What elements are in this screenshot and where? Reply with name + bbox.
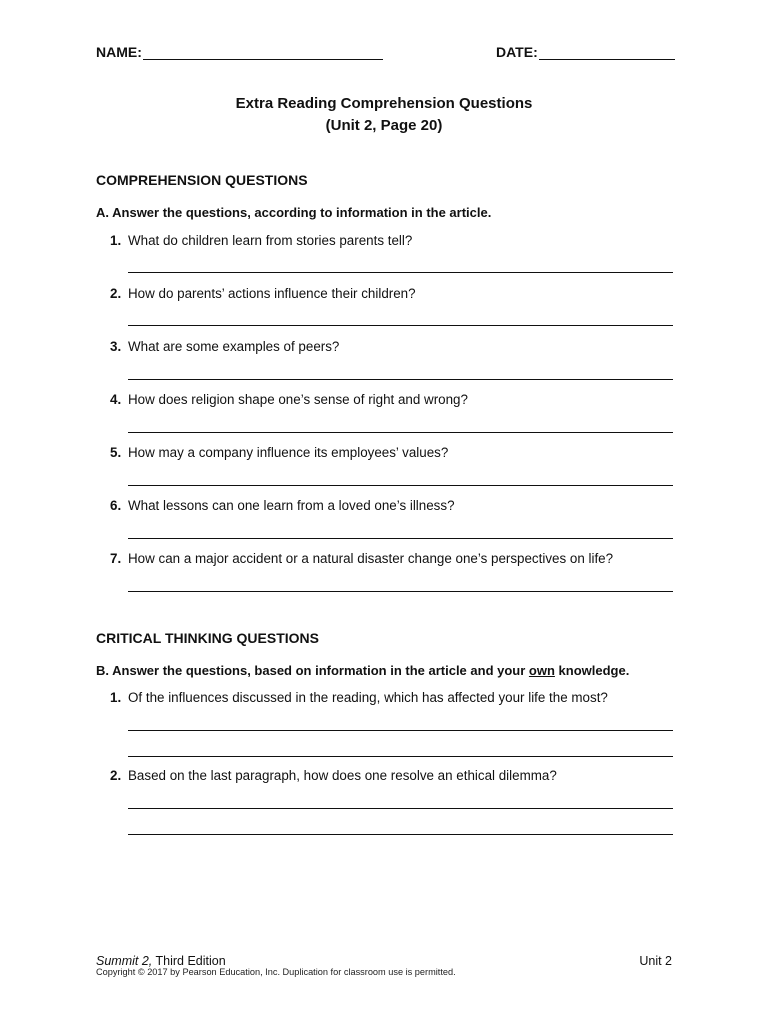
question-number: 4. bbox=[110, 392, 122, 407]
page-title: Extra Reading Comprehension Questions bbox=[235, 95, 533, 112]
answer-line[interactable] bbox=[128, 808, 673, 809]
question-text: What do children learn from stories parents tell? bbox=[128, 233, 413, 248]
question-number: 1. bbox=[110, 233, 122, 248]
name-blank-line[interactable] bbox=[143, 44, 383, 60]
footer-unit: Unit 2 bbox=[639, 954, 672, 968]
comprehension-question-7 bbox=[110, 551, 613, 566]
comprehension-question-1 bbox=[110, 233, 412, 248]
answer-line[interactable] bbox=[128, 485, 673, 486]
question-number: 1. bbox=[110, 690, 122, 705]
question-number: 7. bbox=[110, 551, 122, 566]
question-text: How can a major accident or a natural disaster change one’s perspectives on life? bbox=[128, 551, 614, 566]
answer-line[interactable] bbox=[128, 591, 673, 592]
critical-thinking-heading: CRITICAL THINKING QUESTIONS bbox=[96, 630, 319, 646]
comprehension-question-6 bbox=[110, 498, 455, 513]
comprehension-question-3 bbox=[110, 339, 339, 354]
answer-line[interactable] bbox=[128, 325, 673, 326]
question-text: How may a company influence its employees’ values? bbox=[128, 445, 449, 460]
answer-line[interactable] bbox=[128, 756, 673, 757]
instruction-text-before: B. Answer the questions, based on information in the article and your bbox=[96, 663, 529, 678]
instruction-text-after: knowledge. bbox=[554, 663, 630, 678]
comprehension-question-2 bbox=[110, 286, 416, 301]
comprehension-question-4 bbox=[110, 392, 468, 407]
answer-line[interactable] bbox=[128, 834, 673, 835]
comprehension-heading: COMPREHENSION QUESTIONS bbox=[96, 172, 308, 188]
book-edition: Third Edition bbox=[152, 954, 226, 968]
question-text: What lessons can one learn from a loved one’s illness? bbox=[128, 498, 455, 513]
answer-line[interactable] bbox=[128, 379, 673, 380]
footer-book-title bbox=[96, 954, 226, 968]
answer-line[interactable] bbox=[128, 432, 673, 433]
critical-question-1 bbox=[110, 690, 608, 705]
question-text: Of the influences discussed in the reading, which has affected your life the most? bbox=[128, 690, 608, 705]
question-number: 6. bbox=[110, 498, 122, 513]
page-subtitle: (Unit 2, Page 20) bbox=[325, 117, 443, 134]
question-text: How do parents’ actions influence their children? bbox=[128, 286, 416, 301]
date-field bbox=[496, 44, 675, 60]
answer-line[interactable] bbox=[128, 272, 673, 273]
question-text: How does religion shape one’s sense of right and wrong? bbox=[128, 392, 468, 407]
footer-copyright: Copyright © 2017 by Pearson Education, Inc. Duplication for classroom use is permitted. bbox=[96, 967, 456, 977]
question-number: 2. bbox=[110, 768, 122, 783]
critical-thinking-instruction bbox=[96, 663, 629, 678]
question-number: 5. bbox=[110, 445, 122, 460]
answer-line[interactable] bbox=[128, 538, 673, 539]
name-label: NAME: bbox=[96, 44, 142, 60]
critical-question-2 bbox=[110, 768, 557, 783]
question-text: What are some examples of peers? bbox=[128, 339, 340, 354]
comprehension-question-5 bbox=[110, 445, 448, 460]
question-text: Based on the last paragraph, how does one resolve an ethical dilemma? bbox=[128, 768, 557, 783]
date-label: DATE: bbox=[496, 44, 538, 60]
book-title: Summit 2, bbox=[96, 954, 153, 968]
comprehension-instruction: A. Answer the questions, according to information in the article. bbox=[96, 205, 492, 220]
name-field bbox=[96, 44, 383, 60]
answer-line[interactable] bbox=[128, 730, 673, 731]
instruction-underlined-word: own bbox=[528, 663, 555, 678]
date-blank-line[interactable] bbox=[539, 44, 675, 60]
question-number: 2. bbox=[110, 286, 122, 301]
question-number: 3. bbox=[110, 339, 122, 354]
